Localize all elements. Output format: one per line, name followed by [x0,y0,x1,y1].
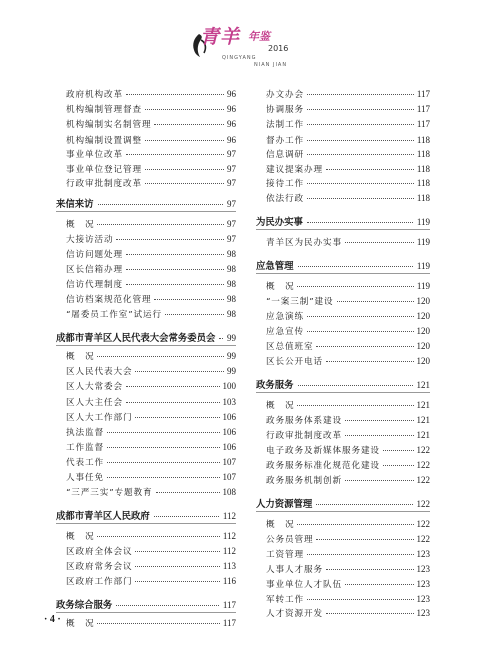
page-ref: 120 [416,311,430,321]
section-rule [256,229,430,230]
toc-entry [66,380,236,392]
entry-title: 电子政务及新媒体服务建设 [266,446,380,456]
dot-leader [345,435,414,436]
entry-title: 区政府全体会议 [66,547,133,557]
entry-title: 应急宣传 [266,327,304,337]
page-ref: 122 [416,445,430,455]
entry-title: 接待工作 [266,179,304,189]
toc-entry [66,233,236,245]
entry-title: 机构编制实名制管理 [66,120,152,130]
section-rule [256,392,430,393]
dot-leader [126,254,224,255]
toc-entry [266,414,430,426]
dot-leader [316,346,413,347]
toc-entry [266,88,430,100]
entry-title: 政府机构改革 [66,90,123,100]
dot-leader [135,417,219,418]
dot-leader [316,504,412,505]
section-rule [56,211,236,212]
toc-entry [66,177,236,189]
dot-leader [135,371,224,372]
dot-leader [298,385,413,386]
page-ref: 106 [222,442,236,452]
toc-entry [266,340,430,352]
dot-leader [297,405,413,406]
entry-title: 政务服务标准化规范化建设 [266,461,380,471]
page-ref: 107 [222,472,236,482]
entry-title: 建议提案办理 [266,165,323,175]
page-ref: 97 [227,219,236,229]
toc-entry [66,441,236,453]
section-title: 人力资源管理 [256,499,313,510]
entry-title: 区政府工作部门 [66,577,133,587]
dot-leader [126,386,220,387]
page-ref: 100 [222,381,236,391]
toc-entry [66,308,236,320]
toc-entry [66,530,236,542]
page-ref: 117 [416,104,430,114]
section-rule [56,523,236,524]
entry-title: 执法监督 [66,428,104,438]
entry-title: 事业单位改革 [66,150,123,160]
entry-title: 军转工作 [266,595,304,605]
toc-section-heading [56,330,236,344]
entry-title: 依法行政 [266,194,304,204]
logo-title: 青羊 [200,26,241,48]
page-ref: 122 [416,475,430,485]
dot-leader [107,462,220,463]
toc-entry [66,350,236,362]
page-ref: 119 [416,217,430,227]
section-title: 来信来访 [56,199,94,210]
toc-entry [266,518,430,530]
page-ref: 118 [416,193,430,203]
toc-entry [266,177,430,189]
page-ref: 106 [222,412,236,422]
entry-title: 概 况 [66,619,95,629]
dot-leader [307,154,414,155]
dot-leader [345,242,414,243]
toc-entry [66,575,236,587]
page-ref: 120 [416,326,430,336]
toc-entry [266,103,430,115]
toc-entry [66,263,236,275]
toc-entry [66,617,236,629]
page-ref: 96 [227,119,236,129]
entry-title: 应急演练 [266,312,304,322]
page-ref: 99 [227,351,236,361]
toc-entry [66,426,236,438]
toc-entry [66,118,236,130]
dot-leader [97,623,219,624]
page-ref: 123 [416,594,430,604]
dot-leader [126,154,224,155]
dot-leader [298,266,413,267]
entry-title: 概 况 [266,282,295,292]
toc-entry [266,563,430,575]
toc-entry [266,459,430,471]
toc-entry [66,218,236,230]
entry-title: 事业单位登记管理 [66,165,142,175]
toc-entry [66,486,236,498]
entry-title: “三严三实”专题教育 [66,488,153,498]
page-ref: 97 [227,178,236,188]
entry-title: “一案三制”建设 [266,297,334,307]
page-ref: 96 [227,104,236,114]
toc-entry [266,148,430,160]
entry-title: 区人大主任会 [66,398,123,408]
section-title: 成都市青羊区人民代表大会常务委员会 [56,333,216,344]
toc-entry [266,310,430,322]
toc-section-heading [56,508,236,522]
dot-leader [116,605,219,606]
page-ref: 99 [227,333,236,343]
dot-leader [326,569,414,570]
section-title: 成都市青羊区人民政府 [56,511,150,522]
entry-title: 区人大常委会 [66,382,123,392]
entry-title: 办文办会 [266,90,304,100]
toc-entry [66,278,236,290]
dot-leader [326,361,414,362]
page-ref: 118 [416,178,430,188]
page-ref: 118 [416,149,430,159]
dot-leader [116,239,224,240]
page-ref: 119 [416,237,430,247]
page-ref: 122 [416,499,430,509]
entry-title: 行政审批制度改革 [266,431,342,441]
page-ref: 120 [416,356,430,366]
toc-entry [66,293,236,305]
page-ref: 119 [416,281,430,291]
entry-title: 区长信箱办理 [66,265,123,275]
toc-entry [266,295,430,307]
dot-leader [145,169,224,170]
entry-title: 公务员管理 [266,535,314,545]
dot-leader [145,109,224,110]
entry-title: 政务服务机制创新 [266,476,342,486]
entry-title: 区政府常务会议 [66,562,133,572]
page-ref: 118 [416,164,430,174]
dot-leader [297,524,413,525]
entry-title: 代表工作 [66,458,104,468]
dot-leader [307,316,414,317]
page-ref: 122 [416,460,430,470]
toc-entry [266,355,430,367]
dot-leader [97,356,224,357]
toc-entry [266,429,430,441]
dot-leader [307,94,414,95]
toc-entry [66,545,236,557]
toc-entry [266,134,430,146]
dot-leader [156,492,220,493]
section-title: 为民办实事 [256,217,303,228]
toc-section-heading [256,496,430,510]
entry-title: 信访档案规范化管理 [66,295,152,305]
dot-leader [383,450,414,451]
page-ref: 123 [416,564,430,574]
page-ref: 96 [227,89,236,99]
dot-leader [154,124,224,125]
page-ref: 122 [416,534,430,544]
dot-leader [97,536,219,537]
page-ref: 120 [416,341,430,351]
page-ref: 121 [416,400,430,410]
yearbook-logo [182,22,302,74]
page-ref: 117 [416,89,430,99]
dot-leader [98,204,223,205]
page-ref: 113 [222,561,236,571]
page-ref: 121 [416,380,430,390]
toc-section-heading [56,597,236,611]
dot-leader [345,480,414,481]
toc-entry [66,248,236,260]
logo-pinyin-2: NIAN JIAN [254,62,288,68]
entry-title: 人事任免 [66,473,104,483]
entry-title: 信访代理制度 [66,280,123,290]
entry-title: 概 况 [266,520,295,530]
entry-title: 概 况 [66,220,95,230]
page-ref: 123 [416,608,430,618]
page-ref: 98 [227,279,236,289]
dot-leader [307,183,414,184]
dot-leader [307,222,413,223]
dot-leader [126,94,224,95]
page-ref: 122 [416,519,430,529]
page-ref: 121 [416,430,430,440]
entry-title: 工资管理 [266,550,304,560]
page-ref: 119 [416,261,430,271]
page-ref: 120 [416,296,430,306]
toc-entry [266,548,430,560]
toc-entry [66,365,236,377]
entry-title: 区总值班室 [266,342,314,352]
toc-entry [266,578,430,590]
toc-entry [266,399,430,411]
dot-leader [345,584,414,585]
dot-leader [307,140,414,141]
entry-title: 协调服务 [266,105,304,115]
section-title: 政务服务 [256,380,294,391]
entry-title: 概 况 [266,401,295,411]
page-ref: 121 [416,415,430,425]
toc-entry [266,192,430,204]
section-rule [256,511,430,512]
dot-leader [337,301,414,302]
entry-title: 信息调研 [266,150,304,160]
dot-leader [145,183,224,184]
page-ref: 117 [416,119,430,129]
page-ref: 117 [222,618,236,628]
toc-entry [66,148,236,160]
dot-leader [307,554,414,555]
entry-title: 督办工作 [266,136,304,146]
dot-leader [383,465,414,466]
page-ref: 98 [227,294,236,304]
toc-entry [66,134,236,146]
toc-entry [66,456,236,468]
section-rule [256,273,430,274]
section-rule [56,345,236,346]
dot-leader [345,420,414,421]
toc-entry [266,118,430,130]
dot-leader [307,109,414,110]
toc-section-heading [256,258,430,272]
dot-leader [316,539,413,540]
entry-title: 机构编制设置调整 [66,136,142,146]
toc-section-heading [256,214,430,228]
dot-leader [326,169,414,170]
entry-title: 区人大工作部门 [66,413,133,423]
toc-entry [266,163,430,175]
page-ref: 108 [222,487,236,497]
toc-entry [266,444,430,456]
toc-entry [266,325,430,337]
entry-title: 法制工作 [266,120,304,130]
toc-entry [266,236,430,248]
page-ref: 112 [222,511,236,521]
section-title: 应急管理 [256,261,294,272]
dot-leader [135,566,219,567]
page-ref: 98 [227,264,236,274]
dot-leader [307,599,414,600]
toc-entry [66,411,236,423]
page-ref: 97 [227,199,236,209]
page-ref: 116 [222,576,236,586]
toc-entry [266,280,430,292]
dot-leader [107,477,220,478]
dot-leader [126,269,224,270]
dot-leader [135,581,219,582]
page-ref: 99 [227,366,236,376]
entry-title: 行政审批制度改革 [66,179,142,189]
entry-title: 青羊区为民办实事 [266,238,342,248]
toc-entry [266,607,430,619]
dot-leader [297,286,413,287]
entry-title: 信访问题处理 [66,250,123,260]
page-ref: 117 [222,600,236,610]
page-ref: 97 [227,234,236,244]
entry-title: 概 况 [66,352,95,362]
dot-leader [145,140,224,141]
dot-leader [97,224,224,225]
page-ref: 123 [416,549,430,559]
page-ref: 103 [222,397,236,407]
entry-title: 人才资源开发 [266,609,323,619]
toc-entry [266,474,430,486]
dot-leader [307,124,414,125]
toc-section-heading [256,377,430,391]
page-ref: 98 [227,249,236,259]
dot-leader [126,402,220,403]
entry-title: 工作监督 [66,443,104,453]
entry-title: “屠委员工作室”试运行 [66,310,163,320]
toc-entry [266,533,430,545]
toc-entry [66,103,236,115]
entry-title: 人事人才服务 [266,565,323,575]
dot-leader [307,331,414,332]
section-rule [56,612,236,613]
page-ref: 118 [416,135,430,145]
entry-title: 区长公开电话 [266,357,323,367]
toc-section-heading [56,196,236,210]
dot-leader [154,516,219,517]
page-ref: 97 [227,149,236,159]
toc-entry [66,471,236,483]
dot-leader [219,338,223,339]
logo-pinyin: QINGYANG [222,55,257,61]
entry-title: 事业单位人才队伍 [266,580,342,590]
toc-entry [266,593,430,605]
section-title: 政务综合服务 [56,600,113,611]
page-number: · 4 · [44,614,61,625]
page-ref: 112 [222,546,236,556]
entry-title: 大接访活动 [66,235,114,245]
logo-year-number: 2016 [268,44,289,53]
page-ref: 96 [227,135,236,145]
entry-title: 机构编制管理督查 [66,105,142,115]
dot-leader [135,551,219,552]
page-ref: 112 [222,531,236,541]
toc-entry [66,396,236,408]
toc-entry [66,88,236,100]
dot-leader [165,314,224,315]
entry-title: 区人民代表大会 [66,367,133,377]
entry-title: 概 况 [66,532,95,542]
dot-leader [107,432,220,433]
dot-leader [326,613,414,614]
page-ref: 97 [227,164,236,174]
page-ref: 123 [416,579,430,589]
dot-leader [307,198,414,199]
page-ref: 106 [222,427,236,437]
dot-leader [107,447,220,448]
toc-entry [66,163,236,175]
entry-title: 政务服务体系建设 [266,416,342,426]
toc-entry [66,560,236,572]
dot-leader [154,299,224,300]
page-ref: 98 [227,309,236,319]
page-ref: 107 [222,457,236,467]
logo-year-label: 年鉴 [248,30,270,43]
dot-leader [126,284,224,285]
